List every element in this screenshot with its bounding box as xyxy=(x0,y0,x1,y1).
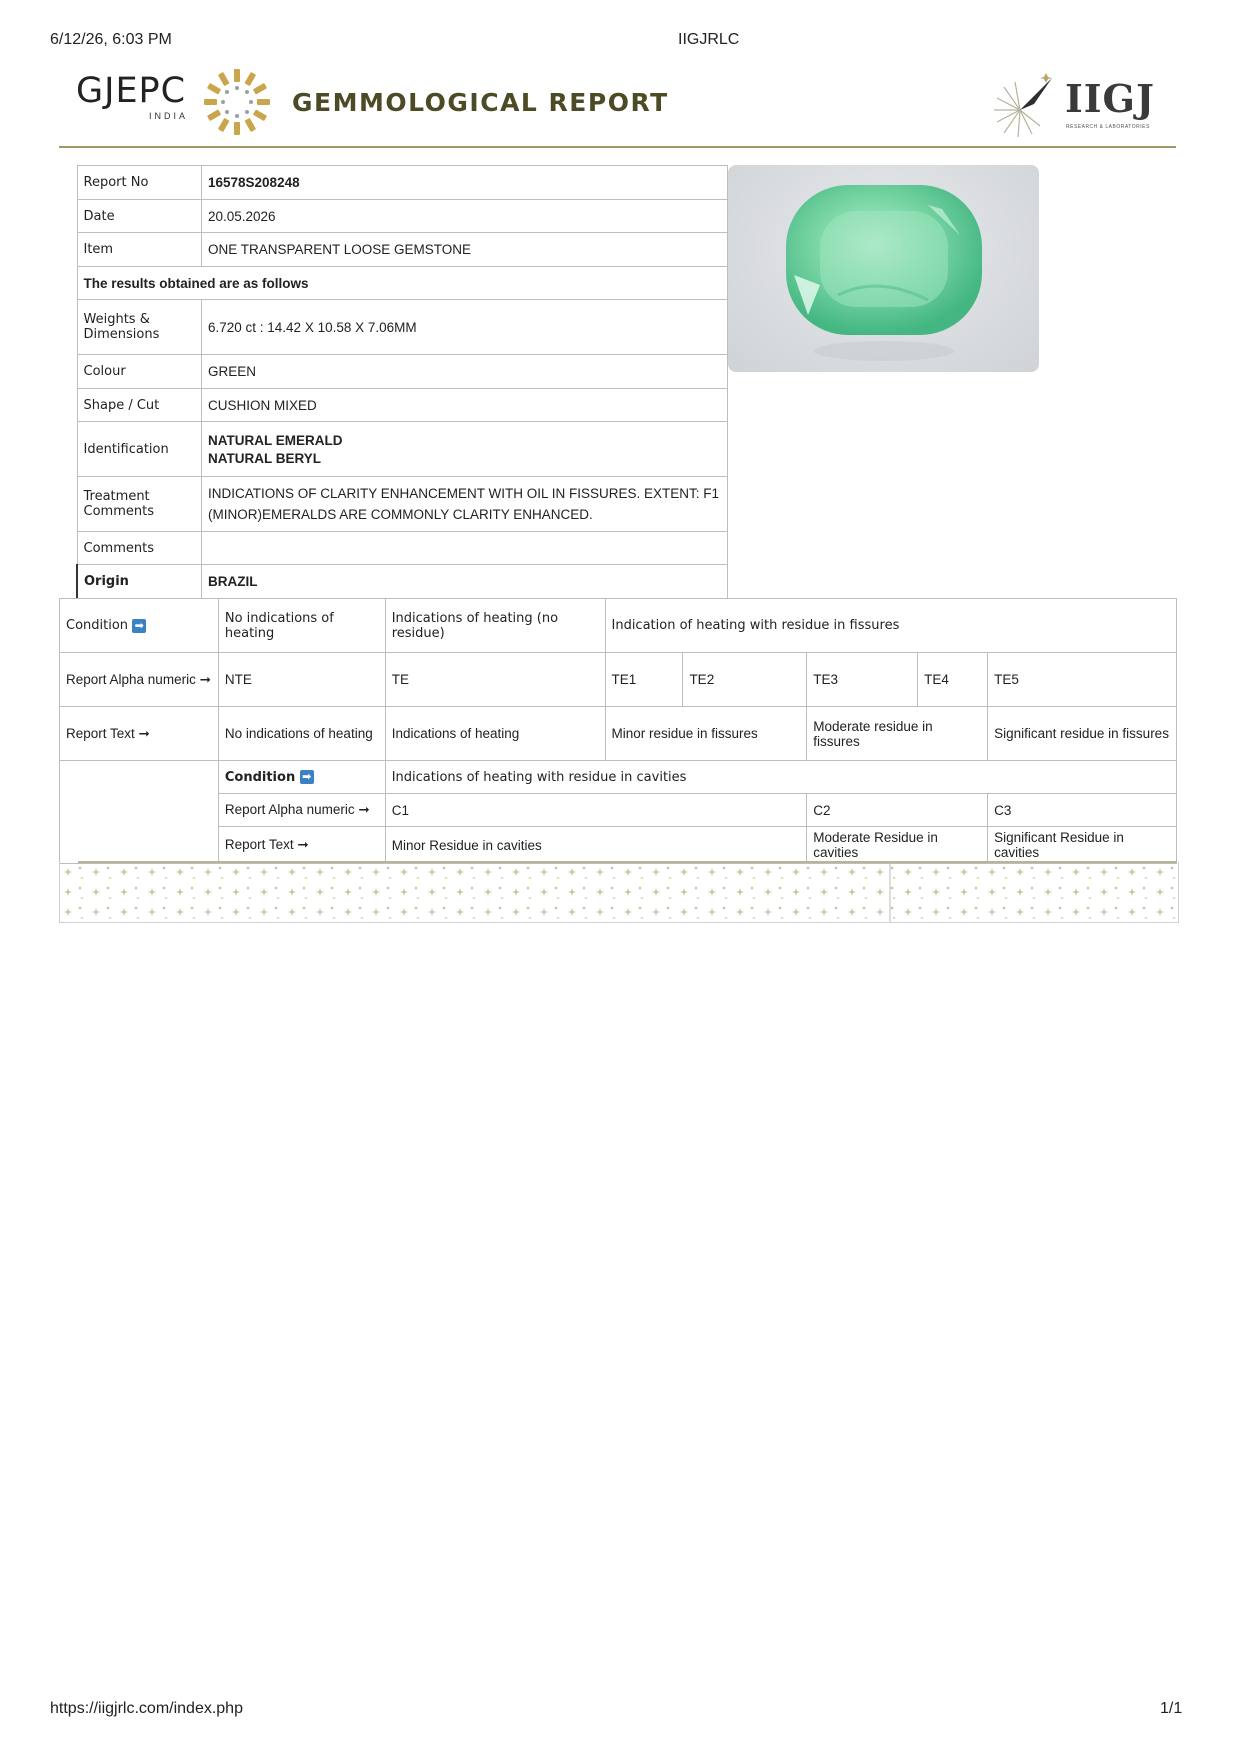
header-divider xyxy=(59,146,1176,148)
table-row xyxy=(77,565,728,599)
table-row xyxy=(77,200,728,233)
print-page-number: 1/1 xyxy=(1160,1700,1183,1717)
report-text-value: Minor residue in fissures xyxy=(605,707,807,761)
identification-label: Identification xyxy=(77,422,202,477)
table-row xyxy=(60,794,1177,827)
alpha-code: TE3 xyxy=(807,653,918,707)
weights-value: 6.720 ct : 14.42 X 10.58 X 7.06MM xyxy=(202,300,728,355)
report-text-value: No indications of heating xyxy=(218,707,385,761)
cavities-condition-label: Condition ➡ xyxy=(218,761,385,794)
identification-line-2: NATURAL BERYL xyxy=(208,450,321,466)
treatment-label: Treatment Comments xyxy=(77,477,202,532)
comments-value xyxy=(202,532,728,565)
weights-label: Weights & Dimensions xyxy=(77,300,202,355)
report-text-value: Significant Residue in cavities xyxy=(988,827,1177,864)
report-text-label: Report Text ➞ xyxy=(60,707,219,761)
date-value: 20.05.2026 xyxy=(202,200,728,233)
table-row xyxy=(77,166,728,200)
report-no-value: 16578S208248 xyxy=(202,166,728,200)
print-datetime: 6/12/26, 6:03 PM xyxy=(50,31,172,48)
arrow-right-icon: ➡ xyxy=(300,770,314,784)
report-text-value: Minor Residue in cavities xyxy=(385,827,807,864)
gjepc-logo-subtext: INDIA xyxy=(149,111,189,121)
arrow-right-icon: ➡ xyxy=(132,619,146,633)
heating-no-residue-header: Indications of heating (no residue) xyxy=(385,599,605,653)
condition-label: Condition ➡ xyxy=(60,599,219,653)
alpha-code: TE4 xyxy=(918,653,988,707)
shape-label: Shape / Cut xyxy=(77,389,202,422)
treatment-value: INDICATIONS OF CLARITY ENHANCEMENT WITH OIL IN FISSURES. EXTENT: F1 (MINOR)EMERALDS ARE COMMONLY CLARITY ENHANCED. xyxy=(202,477,728,532)
date-label: Date xyxy=(77,200,202,233)
iigj-logo-text: IIGJ xyxy=(1065,76,1155,121)
gjepc-logo-icon xyxy=(203,68,271,136)
colour-value: GREEN xyxy=(202,355,728,389)
origin-value: BRAZIL xyxy=(202,565,728,599)
report-text-value: Moderate Residue in cavities xyxy=(807,827,988,864)
alpha-numeric-label: Report Alpha numeric ➞ xyxy=(60,653,219,707)
table-row xyxy=(60,707,1177,761)
item-value: ONE TRANSPARENT LOOSE GEMSTONE xyxy=(202,233,728,267)
report-title: GEMMOLOGICAL REPORT xyxy=(292,88,669,117)
table-row xyxy=(77,477,728,532)
iigj-logo-icon xyxy=(990,70,1060,140)
report-text-value: Indications of heating xyxy=(385,707,605,761)
alpha-code: NTE xyxy=(218,653,385,707)
report-text-value: Significant residue in fissures xyxy=(988,707,1177,761)
table-row xyxy=(77,422,728,477)
alpha-code: TE5 xyxy=(988,653,1177,707)
print-url[interactable]: https://iigjrlc.com/index.php xyxy=(50,1700,243,1717)
table-row xyxy=(77,532,728,565)
decorative-pattern xyxy=(59,862,1179,923)
residue-fissures-header: Indication of heating with residue in fissures xyxy=(605,599,1177,653)
comments-label: Comments xyxy=(77,532,202,565)
report-details-table xyxy=(76,165,728,599)
identification-value xyxy=(202,422,728,477)
print-site-title: IIGJRLC xyxy=(678,31,740,48)
alpha-code: C1 xyxy=(385,794,807,827)
iigj-logo-subtext: RESEARCH & LABORATORIES xyxy=(1066,124,1150,130)
alpha-code: TE1 xyxy=(605,653,683,707)
condition-legend-table xyxy=(59,598,1177,864)
table-row xyxy=(77,233,728,267)
alpha-code: C3 xyxy=(988,794,1177,827)
alpha-code: TE xyxy=(385,653,605,707)
origin-label: Origin xyxy=(77,565,202,599)
shape-value: CUSHION MIXED xyxy=(202,389,728,422)
alpha-code: TE2 xyxy=(683,653,807,707)
table-row xyxy=(77,355,728,389)
cavities-alpha-label: Report Alpha numeric ➞ xyxy=(218,794,385,827)
no-indications-header: No indications of heating xyxy=(218,599,385,653)
report-text-value: Moderate residue in fissures xyxy=(807,707,988,761)
colour-label: Colour xyxy=(77,355,202,389)
cavities-text-label: Report Text ➞ xyxy=(218,827,385,864)
empty-cell xyxy=(60,761,219,864)
results-heading: The results obtained are as follows xyxy=(77,267,728,300)
table-row xyxy=(60,653,1177,707)
residue-cavities-header: Indications of heating with residue in cavities xyxy=(385,761,1176,794)
identification-line-1: NATURAL EMERALD xyxy=(208,432,343,448)
report-no-label: Report No xyxy=(77,166,202,200)
table-row xyxy=(77,267,728,300)
item-label: Item xyxy=(77,233,202,267)
table-row xyxy=(77,389,728,422)
table-row xyxy=(77,300,728,355)
gjepc-logo-text: GJEPC xyxy=(76,71,187,111)
alpha-code: C2 xyxy=(807,794,988,827)
table-row xyxy=(60,761,1177,794)
table-row xyxy=(60,599,1177,653)
gemstone-image xyxy=(728,165,1039,372)
table-row xyxy=(60,827,1177,864)
